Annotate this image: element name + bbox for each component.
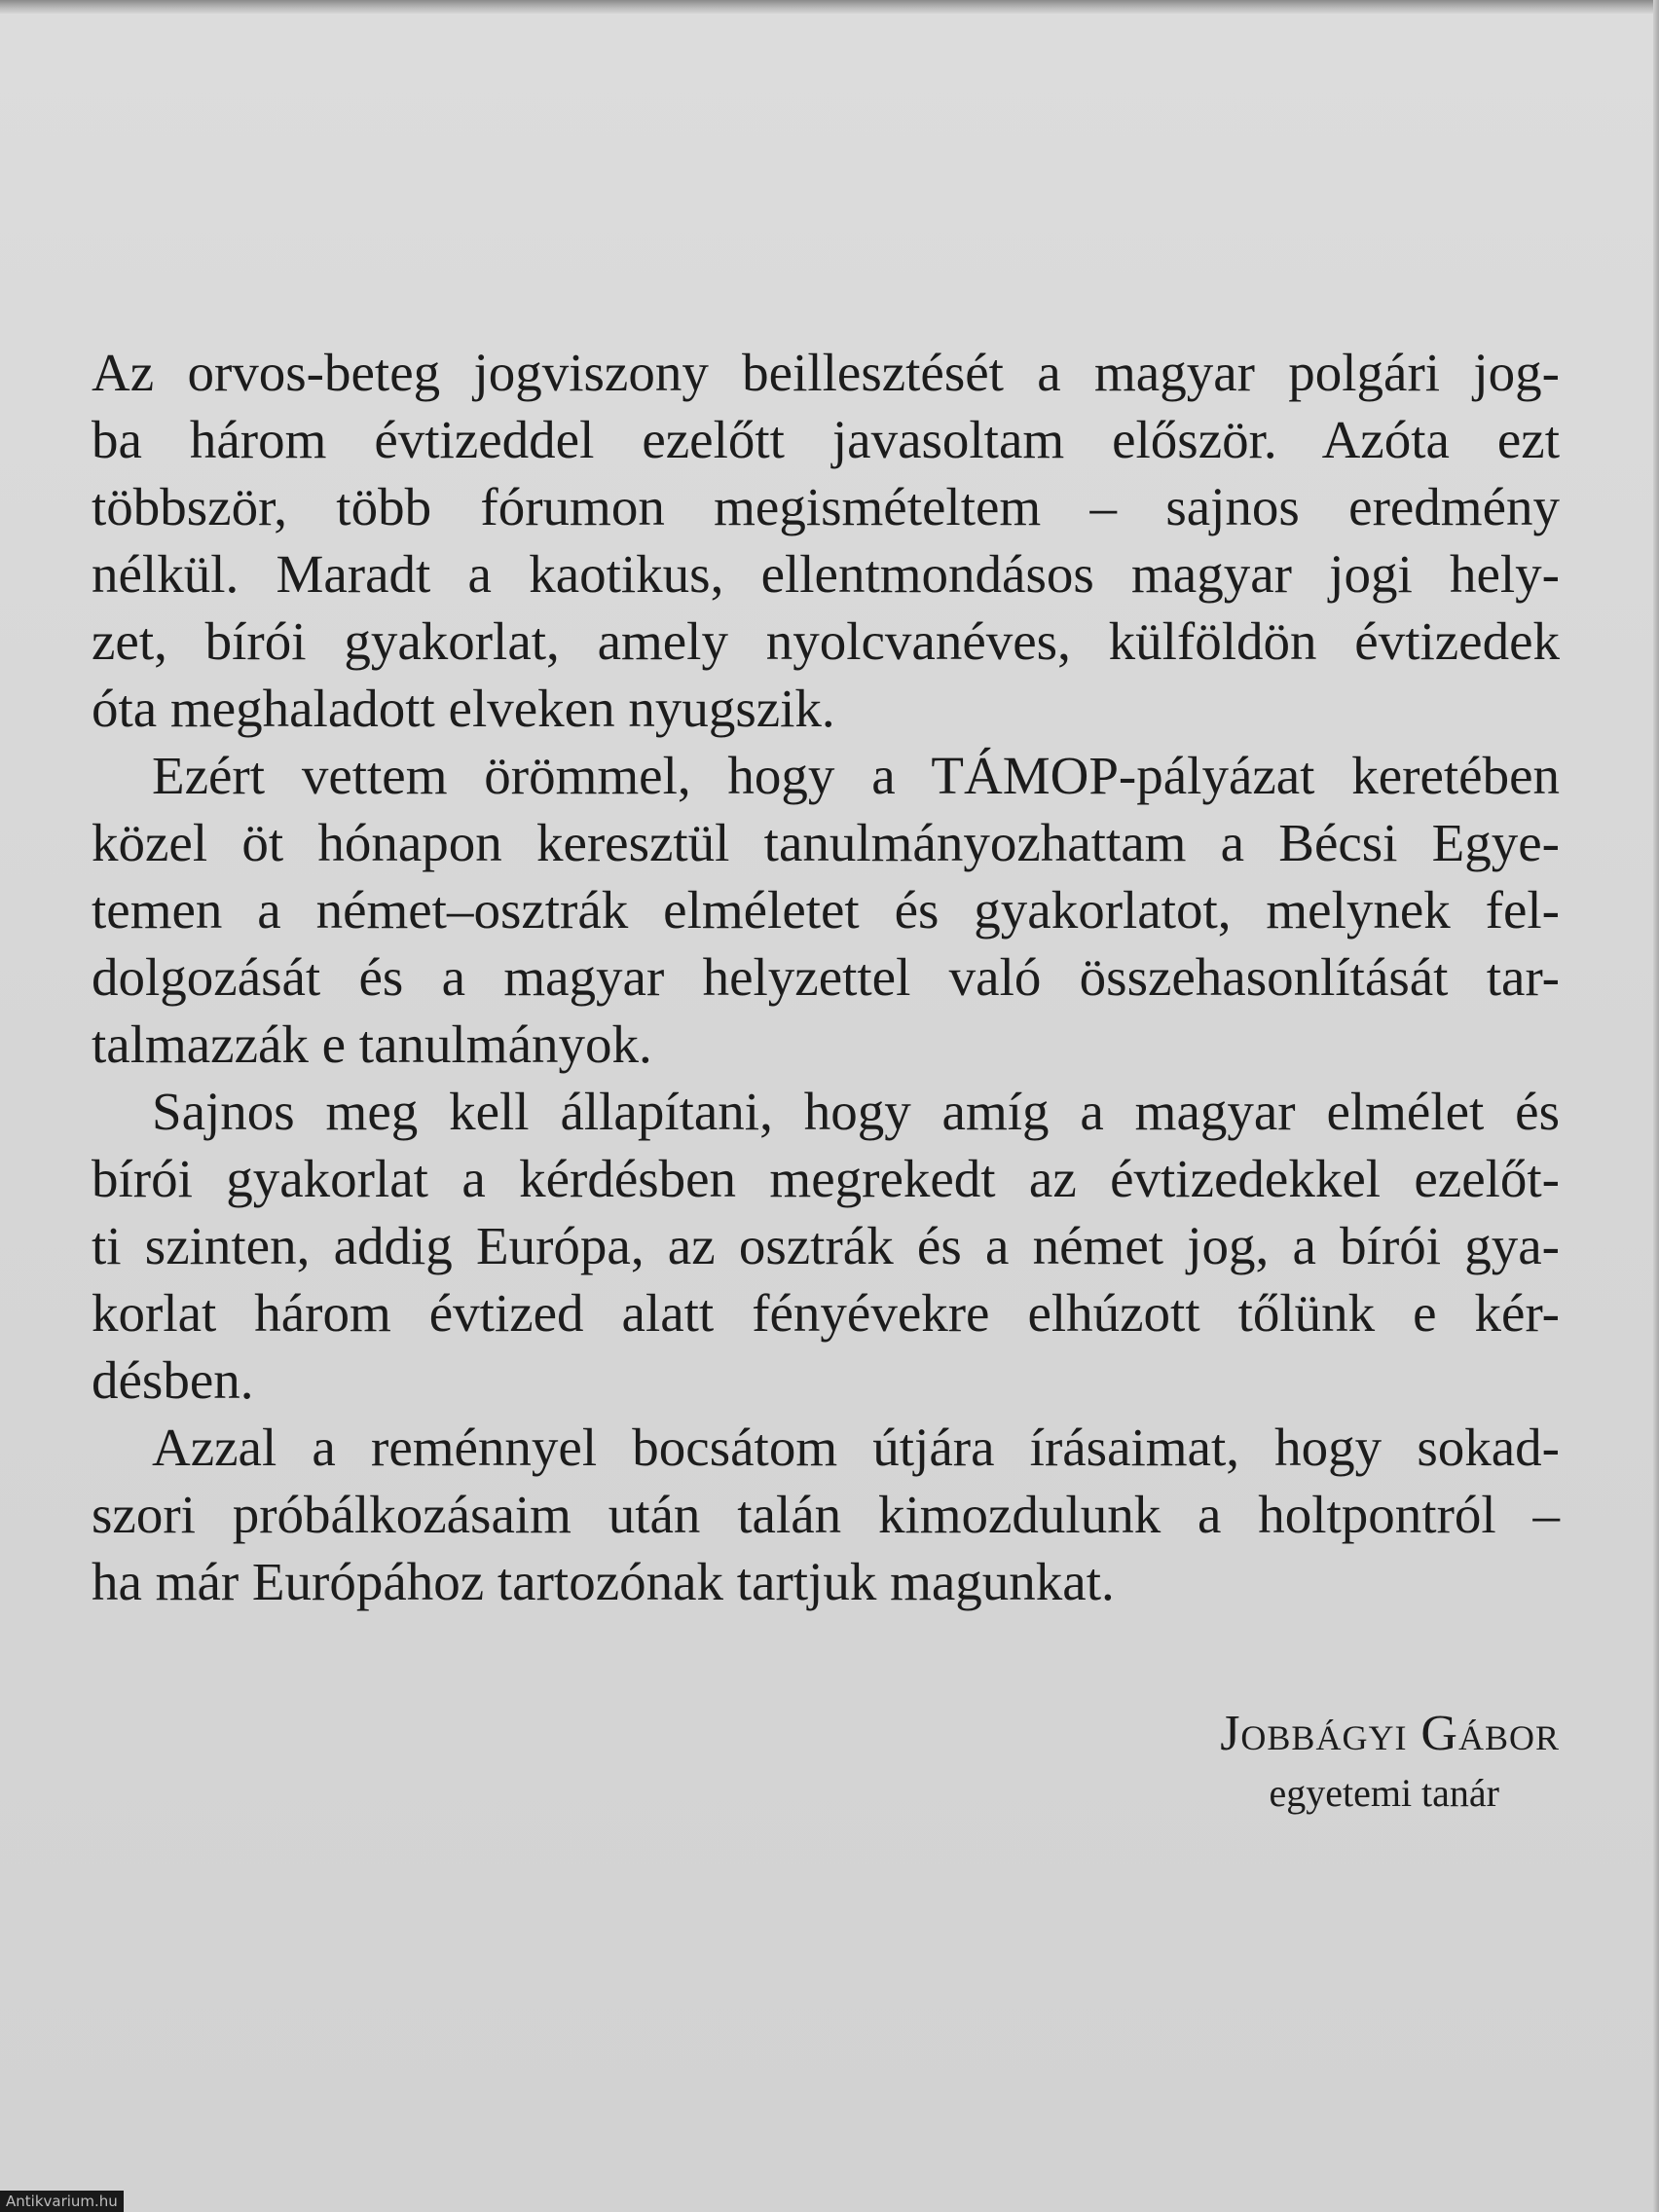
preface-text [92,339,1560,1615]
text-line: óta meghaladott elveken nyugszik. [92,679,835,738]
text-line: többször, több fórumon megismételtem – sajnos eredmény [92,477,1560,536]
text-line: közel öt hónapon keresztül tanulmányozhattam a Bécsi Egye- [92,813,1560,872]
text-line: nélkül. Maradt a kaotikus, ellentmondásos magyar jogi hely- [92,544,1560,604]
text-line: korlat három évtized alatt fényévekre elhúzott tőlünk e kér- [92,1283,1560,1343]
paragraph-4 [92,1414,1560,1615]
text-line: désben. [92,1350,254,1410]
text-line: szori próbálkozásaim után talán kimozdulunk a holtpontról – [92,1485,1560,1544]
text-line: Azzal a reménnyel bocsátom útjára írásaimat, hogy sokad- [152,1418,1560,1477]
page-top-edge [0,0,1659,14]
text-line: Az orvos-beteg jogviszony beillesztését a magyar polgári jog- [92,343,1560,402]
text-line: dolgozását és a magyar helyzettel való összehasonlítását tar- [92,947,1560,1007]
text-line: ha már Európához tartozónak tartjuk magunkat. [92,1552,1115,1611]
text-line: Ezért vettem örömmel, hogy a TÁMOP-pályázat keretében [152,746,1560,805]
text-line: bírói gyakorlat a kérdésben megrekedt az évtizedekkel ezelőt- [92,1149,1560,1208]
paragraph-3 [92,1078,1560,1414]
paragraph-1 [92,339,1560,742]
text-line: Sajnos meg kell állapítani, hogy amíg a magyar elmélet és [152,1082,1560,1141]
text-line: ba három évtizeddel ezelőtt javasoltam először. Azóta ezt [92,410,1560,469]
text-line: talmazzák e tanulmányok. [92,1014,652,1074]
text-line: ti szinten, addig Európa, az osztrák és a német jog, a bírói gya- [92,1216,1560,1275]
text-line: temen a német–osztrák elméletet és gyakorlatot, melynek fel- [92,880,1560,940]
watermark: Antikvarium.hu [0,2191,124,2212]
author-name: Jobbágyi Gábor [1220,1706,1560,1761]
text-line: zet, bírói gyakorlat, amely nyolcvanéves, külföldön évtizedek [92,611,1560,671]
author-title: egyetemi tanár [1269,1771,1499,1815]
signature-block [976,1702,1560,1821]
page-right-edge [1653,0,1659,2212]
paragraph-2 [92,742,1560,1078]
